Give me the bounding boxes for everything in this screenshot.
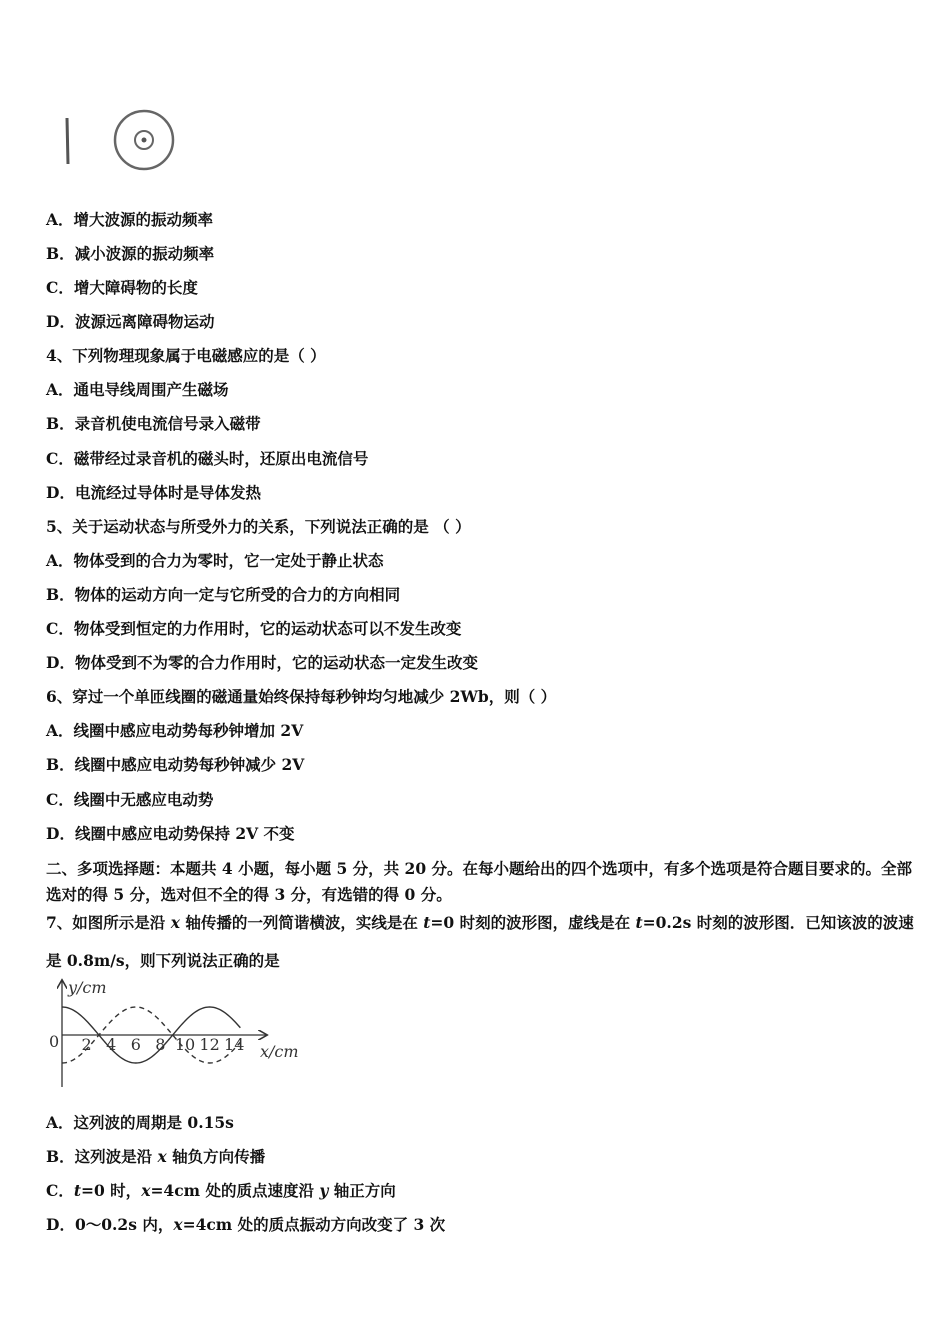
q5-option-a: A．物体受到的合力为零时，它一定处于静止状态 xyxy=(46,551,384,570)
x-tick-label: 10 xyxy=(174,1035,196,1054)
q6-stem: 6、穿过一个单匝线圈的磁通量始终保持每秒钟均匀地减少 2Wb，则（ ） xyxy=(46,687,557,706)
q3-option-a: A．增大波源的振动频率 xyxy=(46,210,214,229)
x-tick-label: 4 xyxy=(106,1035,117,1054)
q5-stem: 5、关于运动状态与所受外力的关系，下列说法正确的是 （ ） xyxy=(46,517,471,536)
q6-option-b: B．线圈中感应电动势每秒钟减少 2V xyxy=(46,755,305,774)
x-tick-label: 14 xyxy=(224,1035,245,1054)
wave-source-dot xyxy=(142,138,147,143)
q3-option-b: B．减小波源的振动频率 xyxy=(46,244,215,263)
q6-option-c: C．线圈中无感应电动势 xyxy=(46,790,214,809)
y-axis-label: y/cm xyxy=(68,978,107,997)
q7-stem: 7、如图所示是沿 x 轴传播的一列简谐横波，实线是在 t=0 时刻的波形图，虚线是在 t=0.2s 时刻的波形图．已知该波的波速是 0.8m/s，则下列说法正确的是 xyxy=(46,913,914,970)
origin-label: 0 xyxy=(49,1032,60,1051)
q5-option-c: C．物体受到恒定的力作用时，它的运动状态可以不发生改变 xyxy=(46,619,462,638)
q6-option-d: D．线圈中感应电动势保持 2V 不变 xyxy=(46,824,295,843)
q4-option-c: C．磁带经过录音机的磁头时，还原出电流信号 xyxy=(46,449,369,468)
q4-option-d: D．电流经过导体时是导体发热 xyxy=(46,483,261,502)
wave-chart xyxy=(44,975,314,1095)
q3-option-c: C．增大障碍物的长度 xyxy=(46,278,198,297)
q5-option-b: B．物体的运动方向一定与它所受的合力的方向相同 xyxy=(46,585,401,604)
x-tick-label: 8 xyxy=(155,1035,166,1054)
section2-heading: 二、多项选择题：本题共 4 小题，每小题 5 分，共 20 分。在每小题给出的四个选项中，有多个选项是符合题目要求的。全部选对的得 5 分，选对但不全的得 3 分，有选错的得 0 分。 xyxy=(46,859,913,904)
q7-option-c: C．t=0 时，x=4cm 处的质点速度沿 y 轴正方向 xyxy=(46,1181,396,1200)
q4-stem: 4、下列物理现象属于电磁感应的是（ ） xyxy=(46,346,326,365)
obstacle-figure xyxy=(44,108,184,178)
q3-option-d: D．波源远离障碍物运动 xyxy=(46,312,215,331)
q7-option-a: A．这列波的周期是 0.15s xyxy=(46,1113,234,1132)
q7-option-b: B．这列波是沿 x 轴负方向传播 xyxy=(46,1147,266,1166)
x-tick-label: 12 xyxy=(199,1035,220,1054)
obstacle-bar xyxy=(67,118,68,164)
x-axis-label: x/cm xyxy=(260,1042,299,1061)
x-tick-labels xyxy=(82,1035,245,1054)
q4-option-a: A．通电导线周围产生磁场 xyxy=(46,380,229,399)
q4-option-b: B．录音机使电流信号录入磁带 xyxy=(46,414,261,433)
q7-option-d: D．0～0.2s 内，x=4cm 处的质点振动方向改变了 3 次 xyxy=(46,1215,446,1234)
x-tick-label: 6 xyxy=(130,1035,141,1054)
q5-option-d: D．物体受到不为零的合力作用时，它的运动状态一定发生改变 xyxy=(46,653,478,672)
x-tick-label: 2 xyxy=(81,1035,92,1054)
q6-option-a: A．线圈中感应电动势每秒钟增加 2V xyxy=(46,721,304,740)
